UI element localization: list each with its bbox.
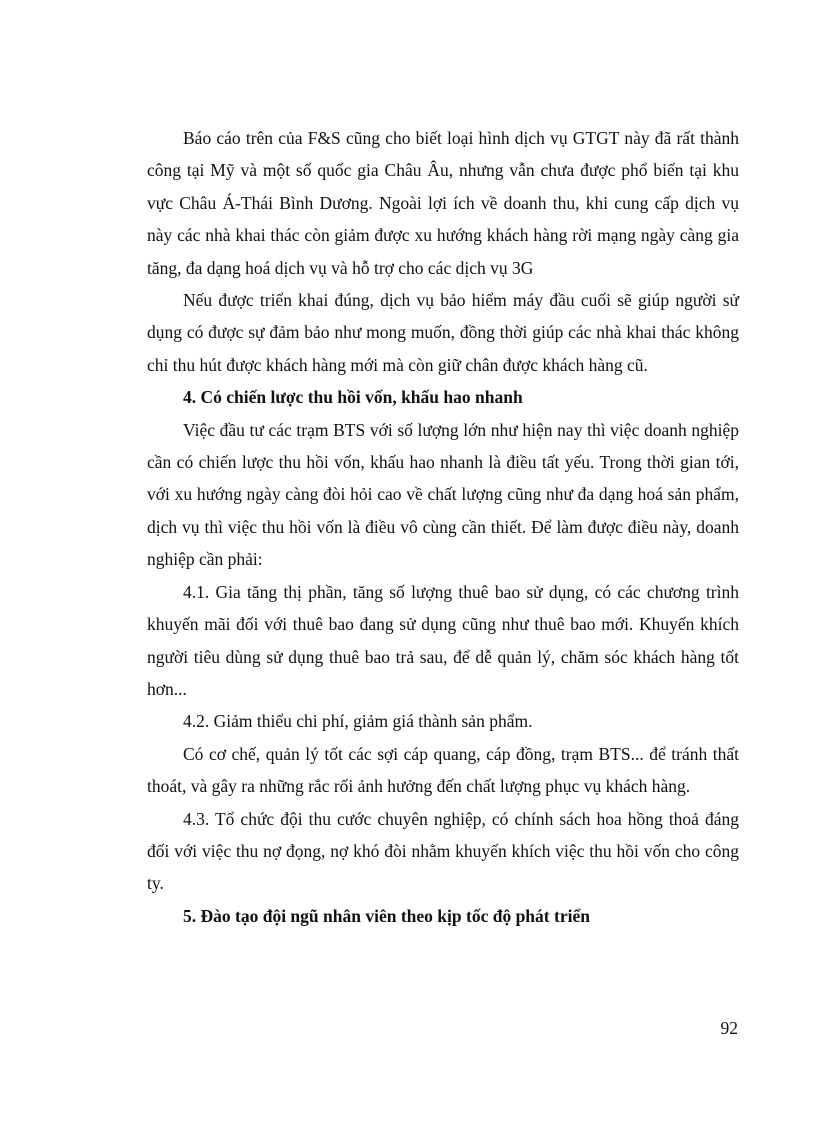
paragraph-insurance-benefit: Nếu được triển khai đúng, dịch vụ bảo hiểm máy đầu cuối sẽ giúp người sử dụng có được sự đảm bảo như mong muốn, đồng thời giúp các nhà khai thác không chỉ thu hút được khách hàng mới mà còn giữ chân được khách hàng cũ. (147, 290, 739, 375)
paragraph-cost-management: Có cơ chế, quản lý tốt các sợi cáp quang, cáp đồng, trạm BTS... để tránh thất thoát, và gây ra những rắc rối ảnh hưởng đến chất lượng phục vụ khách hàng. (147, 743, 739, 797)
paragraph-bts-investment: Việc đầu tư các trạm BTS với số lượng lớn như hiện nay thì việc doanh nghiệp cần có chiến lược thu hồi vốn, khấu hao nhanh là điều tất yếu. Trong thời gian tới, với xu hướng ngày càng đòi hỏi cao về chất lượng cũng như đa dạng hoá sản phẩm, dịch vụ thì việc thu hồi vốn là điều vô cùng cần thiết. Để làm được điều này, doanh nghiệp cần phải: (147, 419, 739, 570)
paragraph-4-3: 4.3. Tổ chức đội thu cước chuyên nghiệp, có chính sách hoa hồng thoả đáng đối với việc thu nợ đọng, nợ khó đòi nhằm khuyến khích việc thu hồi vốn cho công ty. (147, 808, 739, 894)
paragraph-fs-report: Báo cáo trên của F&S cũng cho biết loại hình dịch vụ GTGT này đã rất thành công tại Mỹ và một số quốc gia Châu Âu, nhưng vẫn chưa được phổ biến tại khu vực Châu Á-Thái Bình Dương. Ngoài lợi ích về doanh thu, khi cung cấp dịch vụ này các nhà khai thác còn giảm được xu hướng khách hàng rời mạng ngày càng gia tăng, đa dạng hoá dịch vụ và hỗ trợ cho các dịch vụ 3G (147, 128, 739, 278)
page-number: 92 (720, 1018, 738, 1038)
paragraph-4-2: 4.2. Giảm thiểu chi phí, giảm giá thành sản phẩm. (183, 711, 533, 732)
section-heading-4: 4. Có chiến lược thu hồi vốn, khấu hao nhanh (183, 387, 523, 408)
page-body (147, 122, 739, 932)
paragraph-4-1: 4.1. Gia tăng thị phần, tăng số lượng thuê bao sử dụng, có các chương trình khuyến mãi đối với thuê bao đang sử dụng cũng như thuê bao mới. Khuyến khích người tiêu dùng sử dụng thuê bao trả sau, để dễ quản lý, chăm sóc khách hàng tốt hơn... (147, 581, 739, 699)
section-heading-5: 5. Đào tạo đội ngũ nhân viên theo kịp tốc độ phát triển (183, 905, 590, 926)
